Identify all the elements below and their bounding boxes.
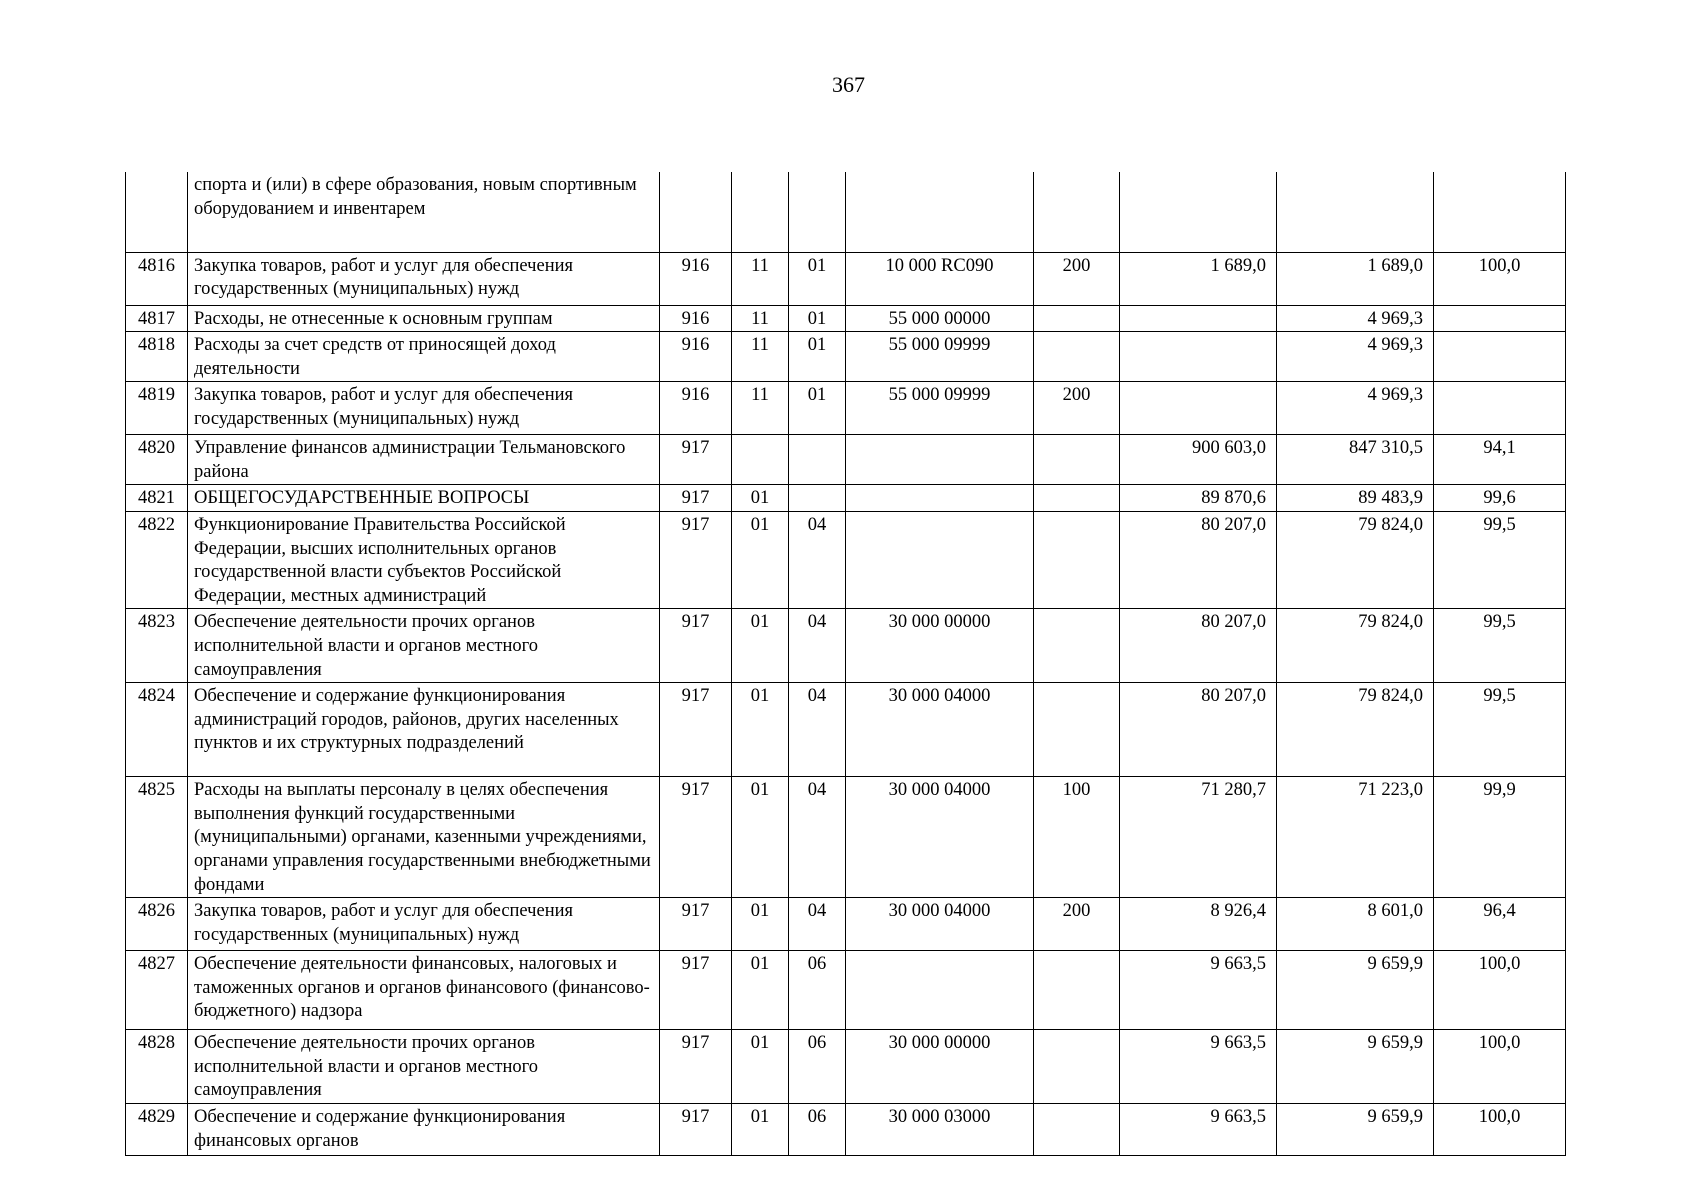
row-planned: 80 207,0 xyxy=(1120,683,1277,777)
row-planned: 1 689,0 xyxy=(1120,252,1277,305)
row-expense-type xyxy=(1034,435,1120,485)
row-number: 4818 xyxy=(126,332,188,382)
row-name: Закупка товаров, работ и услуг для обеспечения государственных (муниципальных) нужд xyxy=(188,898,660,951)
row-target-article: 10 000 RC090 xyxy=(846,252,1034,305)
row-target-article: 30 000 00000 xyxy=(846,1030,1034,1104)
row-percent xyxy=(1434,305,1566,332)
row-name: Обеспечение и содержание функционирования администраций городов, районов, других населенных пунктов и их структурных подразделений xyxy=(188,683,660,777)
row-percent: 100,0 xyxy=(1434,951,1566,1030)
row-grbs: 917 xyxy=(660,512,732,609)
row-planned: 900 603,0 xyxy=(1120,435,1277,485)
row-percent: 99,5 xyxy=(1434,683,1566,777)
row-executed: 79 824,0 xyxy=(1277,683,1434,777)
row-number: 4819 xyxy=(126,382,188,435)
row-section: 11 xyxy=(732,332,789,382)
row-number: 4822 xyxy=(126,512,188,609)
row-executed: 9 659,9 xyxy=(1277,1103,1434,1155)
row-grbs: 916 xyxy=(660,382,732,435)
row-section: 01 xyxy=(732,609,789,683)
row-number: 4825 xyxy=(126,777,188,898)
row-expense-type: 200 xyxy=(1034,898,1120,951)
table-row xyxy=(126,252,1566,305)
row-subsection: 04 xyxy=(789,512,846,609)
row-grbs: 917 xyxy=(660,951,732,1030)
row-subsection: 01 xyxy=(789,305,846,332)
row-expense-type xyxy=(1034,609,1120,683)
page-number: 367 xyxy=(832,72,865,97)
table-row xyxy=(126,382,1566,435)
row-executed: 1 689,0 xyxy=(1277,252,1434,305)
row-percent xyxy=(1434,332,1566,382)
table-row xyxy=(126,683,1566,777)
row-name: Закупка товаров, работ и услуг для обеспечения государственных (муниципальных) нужд xyxy=(188,382,660,435)
row-subsection: 04 xyxy=(789,683,846,777)
row-number: 4821 xyxy=(126,485,188,512)
row-name: Обеспечение деятельности прочих органов исполнительной власти и органов местного самоуправления xyxy=(188,1030,660,1104)
row-section: 01 xyxy=(732,512,789,609)
row-target-article xyxy=(846,172,1034,252)
row-expense-type: 100 xyxy=(1034,777,1120,898)
row-section: 01 xyxy=(732,1030,789,1104)
row-target-article xyxy=(846,512,1034,609)
row-section: 11 xyxy=(732,382,789,435)
row-grbs: 916 xyxy=(660,305,732,332)
row-name: Расходы, не отнесенные к основным группам xyxy=(188,305,660,332)
row-grbs: 917 xyxy=(660,1103,732,1155)
row-name: Функционирование Правительства Российской Федерации, высших исполнительных органов государственной власти субъектов Российской Федерации, местных администраций xyxy=(188,512,660,609)
row-executed: 9 659,9 xyxy=(1277,951,1434,1030)
row-planned: 71 280,7 xyxy=(1120,777,1277,898)
row-section: 11 xyxy=(732,305,789,332)
row-target-article: 30 000 04000 xyxy=(846,777,1034,898)
row-section: 01 xyxy=(732,898,789,951)
table-row xyxy=(126,951,1566,1030)
table-row xyxy=(126,609,1566,683)
row-expense-type xyxy=(1034,951,1120,1030)
row-number: 4817 xyxy=(126,305,188,332)
row-percent: 99,6 xyxy=(1434,485,1566,512)
row-expense-type xyxy=(1034,683,1120,777)
row-percent: 99,5 xyxy=(1434,609,1566,683)
row-number: 4829 xyxy=(126,1103,188,1155)
row-percent: 100,0 xyxy=(1434,252,1566,305)
row-subsection: 06 xyxy=(789,1030,846,1104)
row-section xyxy=(732,435,789,485)
row-executed: 4 969,3 xyxy=(1277,305,1434,332)
row-target-article: 55 000 09999 xyxy=(846,332,1034,382)
row-grbs: 917 xyxy=(660,898,732,951)
row-section: 01 xyxy=(732,951,789,1030)
row-subsection: 01 xyxy=(789,332,846,382)
table-row xyxy=(126,332,1566,382)
row-percent: 100,0 xyxy=(1434,1103,1566,1155)
row-grbs: 917 xyxy=(660,485,732,512)
table-row xyxy=(126,898,1566,951)
row-executed: 4 969,3 xyxy=(1277,332,1434,382)
row-grbs: 916 xyxy=(660,332,732,382)
row-percent xyxy=(1434,382,1566,435)
row-expense-type xyxy=(1034,485,1120,512)
row-name: Закупка товаров, работ и услуг для обеспечения государственных (муниципальных) нужд xyxy=(188,252,660,305)
row-expense-type: 200 xyxy=(1034,382,1120,435)
row-target-article: 30 000 00000 xyxy=(846,609,1034,683)
row-number: 4823 xyxy=(126,609,188,683)
row-name: спорта и (или) в сфере образования, новым спортивным оборудованием и инвентарем xyxy=(188,172,660,252)
row-executed: 4 969,3 xyxy=(1277,382,1434,435)
row-planned: 9 663,5 xyxy=(1120,951,1277,1030)
row-name: ОБЩЕГОСУДАРСТВЕННЫЕ ВОПРОСЫ xyxy=(188,485,660,512)
row-number: 4824 xyxy=(126,683,188,777)
row-executed: 79 824,0 xyxy=(1277,609,1434,683)
row-grbs xyxy=(660,172,732,252)
row-planned: 89 870,6 xyxy=(1120,485,1277,512)
row-name: Расходы на выплаты персоналу в целях обеспечения выполнения функций государственными (муниципальными) органами, казенными учреждениями, органами управления государственными внебюджетными фондами xyxy=(188,777,660,898)
row-planned xyxy=(1120,172,1277,252)
row-name: Обеспечение деятельности прочих органов исполнительной власти и органов местного самоуправления xyxy=(188,609,660,683)
row-target-article: 30 000 03000 xyxy=(846,1103,1034,1155)
table-row xyxy=(126,777,1566,898)
row-subsection: 01 xyxy=(789,382,846,435)
row-planned xyxy=(1120,332,1277,382)
row-percent: 99,9 xyxy=(1434,777,1566,898)
table-row xyxy=(126,512,1566,609)
row-expense-type xyxy=(1034,305,1120,332)
row-percent: 96,4 xyxy=(1434,898,1566,951)
row-executed: 71 223,0 xyxy=(1277,777,1434,898)
row-target-article: 55 000 09999 xyxy=(846,382,1034,435)
row-number xyxy=(126,172,188,252)
row-expense-type xyxy=(1034,1030,1120,1104)
row-planned: 9 663,5 xyxy=(1120,1103,1277,1155)
row-planned: 9 663,5 xyxy=(1120,1030,1277,1104)
row-subsection: 04 xyxy=(789,898,846,951)
row-section: 01 xyxy=(732,1103,789,1155)
row-grbs: 917 xyxy=(660,683,732,777)
row-grbs: 917 xyxy=(660,435,732,485)
table-row xyxy=(126,172,1566,252)
row-planned xyxy=(1120,305,1277,332)
row-planned: 8 926,4 xyxy=(1120,898,1277,951)
row-name: Обеспечение и содержание функционирования финансовых органов xyxy=(188,1103,660,1155)
row-section: 01 xyxy=(732,683,789,777)
table-row xyxy=(126,435,1566,485)
row-name: Обеспечение деятельности финансовых, налоговых и таможенных органов и органов финансового (финансово-бюджетного) надзора xyxy=(188,951,660,1030)
row-percent xyxy=(1434,172,1566,252)
row-number: 4827 xyxy=(126,951,188,1030)
table-row xyxy=(126,485,1566,512)
row-target-article xyxy=(846,435,1034,485)
row-number: 4820 xyxy=(126,435,188,485)
row-subsection: 04 xyxy=(789,609,846,683)
row-percent: 94,1 xyxy=(1434,435,1566,485)
row-number: 4826 xyxy=(126,898,188,951)
row-executed: 79 824,0 xyxy=(1277,512,1434,609)
table-row xyxy=(126,1030,1566,1104)
row-number: 4828 xyxy=(126,1030,188,1104)
row-name: Управление финансов администрации Тельмановского района xyxy=(188,435,660,485)
row-expense-type xyxy=(1034,172,1120,252)
row-subsection: 06 xyxy=(789,1103,846,1155)
row-executed xyxy=(1277,172,1434,252)
row-expense-type xyxy=(1034,332,1120,382)
row-subsection xyxy=(789,485,846,512)
row-percent: 99,5 xyxy=(1434,512,1566,609)
row-expense-type xyxy=(1034,1103,1120,1155)
table-row xyxy=(126,305,1566,332)
row-grbs: 916 xyxy=(660,252,732,305)
row-subsection xyxy=(789,435,846,485)
row-executed: 8 601,0 xyxy=(1277,898,1434,951)
row-section: 01 xyxy=(732,777,789,898)
table-row xyxy=(126,1103,1566,1155)
row-target-article xyxy=(846,951,1034,1030)
row-target-article xyxy=(846,485,1034,512)
row-planned xyxy=(1120,382,1277,435)
row-expense-type: 200 xyxy=(1034,252,1120,305)
row-executed: 89 483,9 xyxy=(1277,485,1434,512)
row-planned: 80 207,0 xyxy=(1120,512,1277,609)
row-target-article: 30 000 04000 xyxy=(846,898,1034,951)
row-target-article: 30 000 04000 xyxy=(846,683,1034,777)
row-subsection: 06 xyxy=(789,951,846,1030)
row-name: Расходы за счет средств от приносящей доход деятельности xyxy=(188,332,660,382)
budget-table xyxy=(125,172,1566,1156)
row-section: 01 xyxy=(732,485,789,512)
row-executed: 847 310,5 xyxy=(1277,435,1434,485)
row-grbs: 917 xyxy=(660,777,732,898)
row-percent: 100,0 xyxy=(1434,1030,1566,1104)
row-grbs: 917 xyxy=(660,609,732,683)
row-subsection: 01 xyxy=(789,252,846,305)
row-grbs: 917 xyxy=(660,1030,732,1104)
row-planned: 80 207,0 xyxy=(1120,609,1277,683)
row-section: 11 xyxy=(732,252,789,305)
row-subsection xyxy=(789,172,846,252)
row-expense-type xyxy=(1034,512,1120,609)
row-subsection: 04 xyxy=(789,777,846,898)
row-number: 4816 xyxy=(126,252,188,305)
row-section xyxy=(732,172,789,252)
row-target-article: 55 000 00000 xyxy=(846,305,1034,332)
row-executed: 9 659,9 xyxy=(1277,1030,1434,1104)
